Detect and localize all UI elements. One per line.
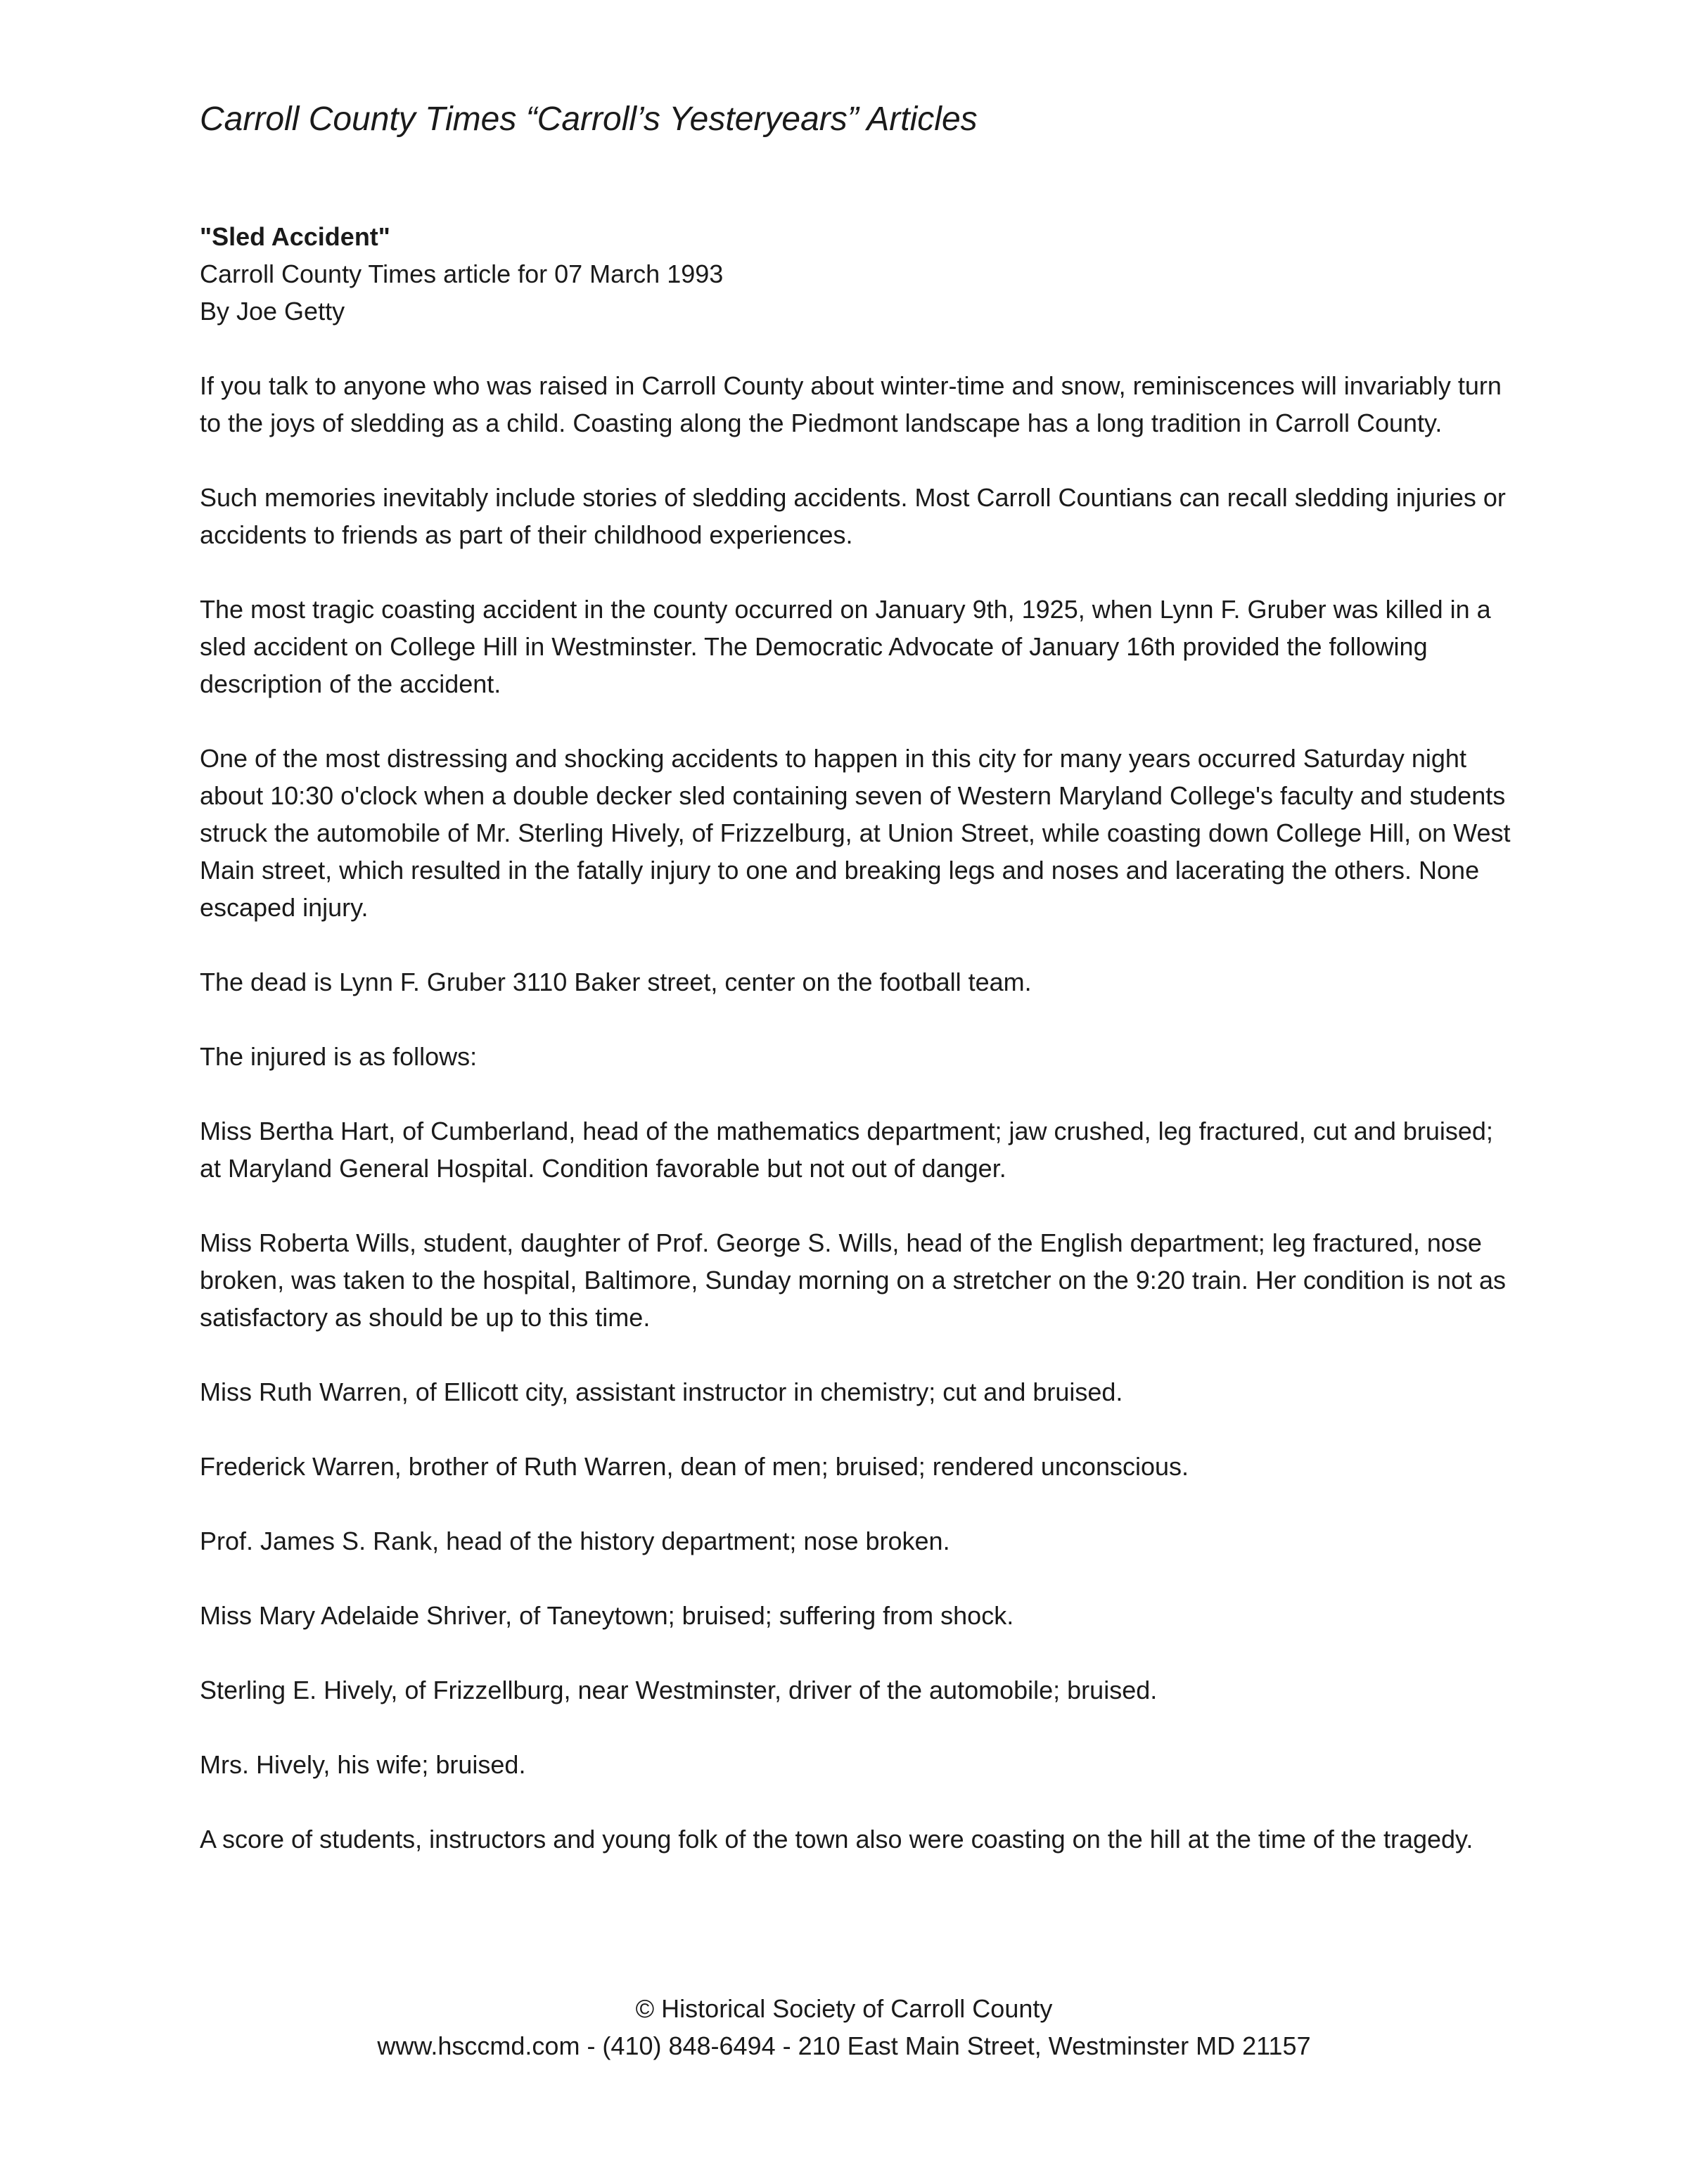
article-paragraph: One of the most distressing and shocking accidents to happen in this city for many years occurred Saturday night about 10:30 o'clock when a double decker sled containing seven of Western Maryland College's faculty and students struck the automobile of Mr. Sterling Hively, of Frizzelburg, at Union Street, while coasting down College Hill, on West Main street, which resulted in the fatally injury to one and breaking legs and noses and lacerating the others. None escaped injury.: [200, 744, 1511, 922]
article-heading-block: [200, 218, 1515, 330]
article-paragraph: The dead is Lynn F. Gruber 3110 Baker street, center on the football team.: [200, 968, 1032, 996]
article-body: [200, 218, 1515, 1895]
article-paragraph: Such memories inevitably include stories of sledding accidents. Most Carroll Countians can recall sledding injuries or accidents to friends as part of their childhood experiences.: [200, 483, 1506, 549]
article-paragraph: If you talk to anyone who was raised in Carroll County about winter-time and snow, reminiscences will invariably turn to the joys of sledding as a child. Coasting along the Piedmont landscape has a long tradition in Carroll County.: [200, 371, 1502, 437]
article-paragraph: Miss Ruth Warren, of Ellicott city, assistant instructor in chemistry; cut and bruised.: [200, 1377, 1123, 1406]
article-paragraph: Sterling E. Hively, of Frizzellburg, near Westminster, driver of the automobile; bruised.: [200, 1676, 1158, 1704]
article-paragraph: Miss Mary Adelaide Shriver, of Taneytown; bruised; suffering from shock.: [200, 1601, 1014, 1630]
article-dateline: Carroll County Times article for 07 March 1993: [200, 259, 724, 288]
article-paragraph: Miss Bertha Hart, of Cumberland, head of the mathematics department; jaw crushed, leg fractured, cut and bruised; at Maryland General Hospital. Condition favorable but not out of danger.: [200, 1117, 1493, 1183]
article-paragraph: A score of students, instructors and young folk of the town also were coasting on the hill at the time of the tragedy.: [200, 1825, 1473, 1854]
footer-copyright: © Historical Society of Carroll County: [635, 1994, 1053, 2023]
article-paragraph: Prof. James S. Rank, head of the history department; nose broken.: [200, 1527, 950, 1555]
article-paragraph: Frederick Warren, brother of Ruth Warren, dean of men; bruised; rendered unconscious.: [200, 1452, 1189, 1481]
article-title: "Sled Accident": [200, 222, 390, 251]
footer-contact: www.hsccmd.com - (410) 848-6494 - 210 East Main Street, Westminster MD 21157: [377, 2031, 1311, 2060]
article-paragraph: Mrs. Hively, his wife; bruised.: [200, 1750, 526, 1779]
page-footer: [0, 1990, 1688, 2064]
article-paragraph: The most tragic coasting accident in the county occurred on January 9th, 1925, when Lynn F. Gruber was killed in a sled accident on College Hill in Westminster. The Democratic Advocate of January 16th provided the following description of the accident.: [200, 595, 1491, 698]
article-byline: By Joe Getty: [200, 297, 345, 326]
article-paragraph: Miss Roberta Wills, student, daughter of Prof. George S. Wills, head of the English department; leg fractured, nose broken, was taken to the hospital, Baltimore, Sunday morning on a stretcher on the 9:20 train. Her condition is not as satisfactory as should be up to this time.: [200, 1228, 1507, 1332]
article-paragraph: The injured is as follows:: [200, 1042, 478, 1071]
page-header-title: Carroll County Times “Carroll’s Yesteryears” Articles: [200, 101, 978, 138]
